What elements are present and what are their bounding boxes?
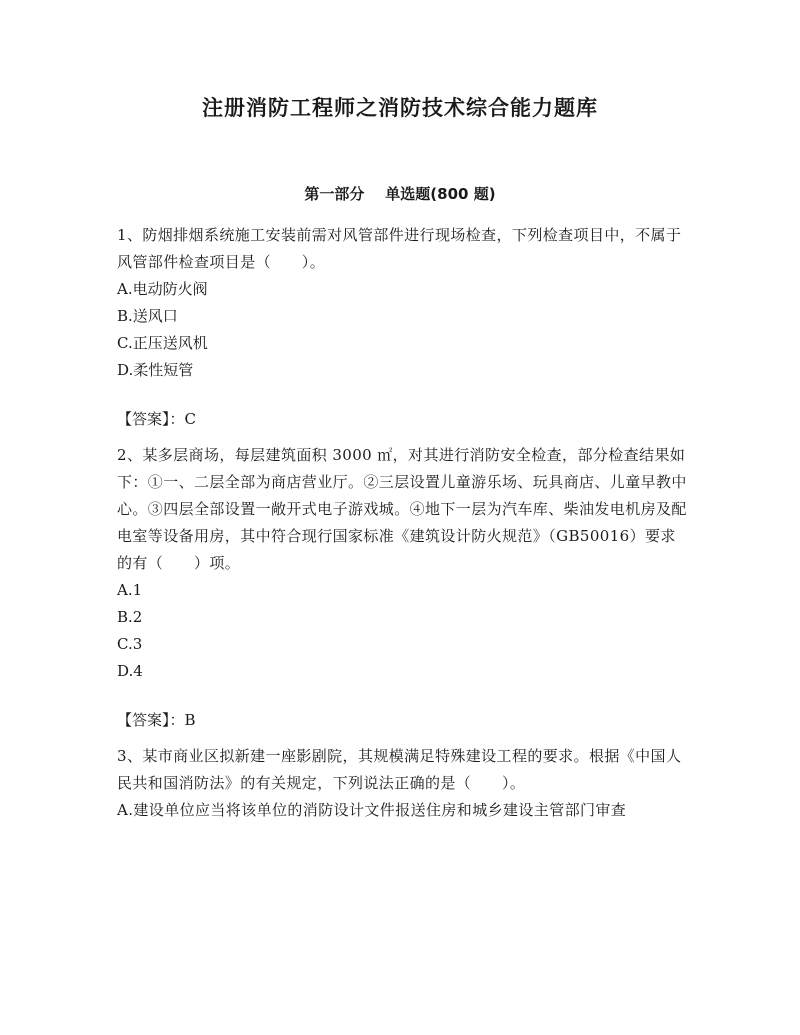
- answer-line: [117, 406, 687, 434]
- answer-label: 【答案】：: [117, 410, 185, 428]
- option-c: C.正压送风机: [117, 334, 208, 352]
- option-d: D.柔性短管: [117, 361, 194, 379]
- answer-value: B: [184, 711, 196, 729]
- option-b: B.2: [117, 608, 143, 626]
- option-a: A.建设单位应当将该单位的消防设计文件报送住房和城乡建设主管部门审查: [117, 801, 627, 819]
- answer-value: C: [184, 410, 196, 428]
- option-c: C.3: [117, 635, 143, 653]
- answer-label: 【答案】：: [117, 711, 185, 729]
- question-text: 1、防烟排烟系统施工安装前需对风管部件进行现场检查，下列检查项目中，不属于风管部件检查项目是（ ）。: [117, 226, 682, 271]
- question-text: 2、某多层商场，每层建筑面积 3000 ㎡，对其进行消防安全检查，部分检查结果如下：①一、二层全部为商店营业厅。②三层设置儿童游乐场、玩具商店、儿童早教中心。③四层全部设置一敞开式电子游戏城。④地下一层为汽车库、柴油发电机房及配电室等设备用房，其中符合现行国家标准《建筑设计防火规范》（GB50016）要求的有（ ）项。: [117, 446, 687, 572]
- option-a: A.1: [117, 581, 143, 599]
- question-1: [117, 222, 687, 434]
- section-title: 第一部分 单选题(800 题): [304, 185, 496, 203]
- answer-line: [117, 707, 687, 735]
- option-d: D.4: [117, 662, 143, 680]
- option-b: B.送风口: [117, 307, 178, 325]
- question-list: [117, 222, 687, 824]
- option-a: A.电动防火阀: [117, 280, 208, 298]
- question-text: 3、某市商业区拟新建一座影剧院，其规模满足特殊建设工程的要求。根据《中国人民共和国消防法》的有关规定，下列说法正确的是（ ）。: [117, 747, 682, 792]
- question-3: [117, 743, 687, 824]
- page-title: 注册消防工程师之消防技术综合能力题库: [202, 96, 598, 120]
- question-2: [117, 442, 687, 735]
